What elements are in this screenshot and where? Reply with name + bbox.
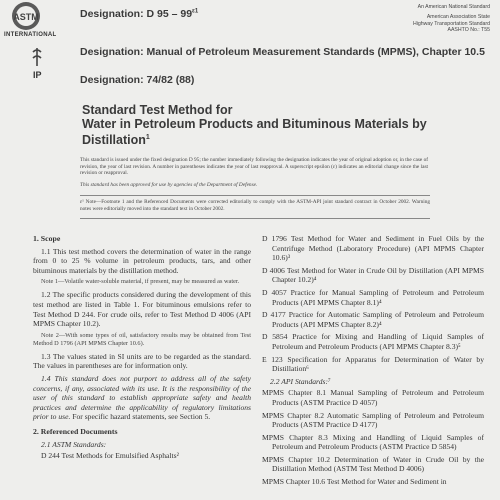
reference-item: D 4057 Practice for Manual Sampling of Petroleum and Petroleum Products (API MPMS Chapter 8.1)⁴ — [262, 287, 484, 307]
note-2: Note 2—With some types of oil, satisfactory results may be obtained from Test Method D 1796 (API MPMS Chapter 10.6). — [33, 331, 251, 347]
api-reference-item: MPMS Chapter 10.6 Test Method for Water and Sediment in — [262, 477, 447, 487]
api-reference-item: MPMS Chapter 8.3 Mixing and Handling of Liquid Samples of Petroleum and Petroleum Products (ASTM Practice D 5854) — [262, 432, 484, 452]
title-line-3-text: Distillation — [82, 133, 146, 148]
paragraph-1-3: 1.3 The values stated in SI units are to be regarded as the standard. The values in parentheses are for information only. — [33, 351, 251, 371]
reference-item: D 5854 Practice for Mixing and Handling of Liquid Samples of Petroleum and Petroleum Products (API MPMS Chapter 8.3)⁵ — [262, 332, 484, 351]
epsilon-note: ε¹ Note—Footnote 1 and the Referenced Documents were corrected editorially to comply with the ASTM-API joint standard contract in October 2002. Warning notes were editorially moved into the standard text in October 2002. — [80, 199, 430, 212]
paragraph-1-1: 1.1 This test method covers the determination of water in the range from 0 to 25 % volume in petroleum products, tars, and other bituminous materials by the distillation method. — [33, 246, 251, 275]
title-line-2: Water in Petroleum Products and Bituminous Materials by — [82, 117, 427, 131]
api-reference-item: MPMS Chapter 8.2 Automatic Sampling of Petroleum and Petroleum Products (ASTM Practice D 4177) — [262, 410, 484, 430]
api-logo — [30, 46, 44, 68]
note-1: Note 1—Volatile water-soluble material, if present, may be measured as water. — [41, 278, 240, 286]
reference-item: D 1796 Test Method for Water and Sediment in Fuel Oils by the Centrifuge Method (Laboratory Procedure) (API MPMS Chapter 10.6)³ — [262, 234, 484, 263]
section-heading-scope: 1. Scope — [33, 234, 61, 243]
paragraph-1-4-tail: For specific hazard statements, see Section 5. — [72, 412, 211, 422]
ip-logo: IP — [33, 70, 42, 80]
affiliation-line: AASHTO No.: T55 — [447, 27, 490, 34]
affiliation-line: American Association State — [426, 13, 490, 20]
paragraph-1-2: 1.2 The specific products considered during the development of this test method are listed in Table 1. For bituminous emulsions refer to Test Method D 244. For crude oils, refer to Test Method D 4006 (API MPMS Chapter 10.2). — [33, 290, 251, 329]
affiliation-line: Highway Transportation Standard — [413, 20, 490, 27]
document-title — [82, 103, 442, 147]
designation-api: Designation: Manual of Petroleum Measurement Standards (MPMS), Chapter 10.5 — [80, 46, 485, 58]
standard-affiliations — [330, 4, 490, 34]
issuance-statement: This standard is issued under the fixed designation D 95; the number immediately following the designation indicates the year of original adoption or, in the case of revision, the year of last revision. A number in parentheses indicates the year of last reapproval. A superscript epsilon (ε) indicates an editorial change since the last revision or reapproval. — [80, 157, 428, 176]
api-reference-item: MPMS Chapter 10.2 Determination of Water in Crude Oil by the Distillation Method (ASTM Test Method D 4006) — [262, 454, 484, 474]
dod-approval-statement: This standard has been approved for use by agencies of the Department of Defense. — [80, 182, 258, 188]
title-footnote-mark: 1 — [145, 134, 150, 141]
divider — [80, 218, 430, 219]
reference-item: D 4177 Practice for Automatic Sampling of Petroleum and Petroleum Products (API MPMS Chapter 8.2)⁴ — [262, 310, 484, 329]
designation-main-sup: ε1 — [192, 8, 199, 15]
title-line-1: Standard Test Method for — [82, 103, 233, 117]
right-column — [262, 234, 484, 490]
designation-main — [80, 8, 198, 20]
reference-item: E 123 Specification for Apparatus for Determination of Water by Distillation⁶ — [262, 354, 484, 374]
svg-text:ASTM: ASTM — [13, 12, 39, 22]
affiliation-line: An American National Standard — [417, 4, 490, 10]
reference-item: D 4006 Test Method for Water in Crude Oil by Distillation (API MPMS Chapter 10.2)⁴ — [262, 265, 484, 285]
api-standards-heading: 2.2 API Standards:⁷ — [270, 376, 331, 386]
designation-main-text: Designation: D 95 – 99 — [80, 8, 193, 20]
left-column — [33, 234, 251, 463]
designation-ip: Designation: 74/82 (88) — [80, 74, 195, 86]
paragraph-1-4 — [33, 374, 251, 422]
reference-d244: D 244 Test Methods for Emulsified Asphalts² — [41, 451, 179, 461]
api-reference-item: MPMS Chapter 8.1 Manual Sampling of Petroleum and Petroleum Products (ASTM Practice D 4057) — [262, 388, 484, 407]
section-heading-referenced-documents: 2. Referenced Documents — [33, 426, 118, 436]
logo-international-text: INTERNATIONAL — [4, 32, 57, 38]
title-line-3 — [82, 131, 442, 147]
divider — [80, 195, 430, 196]
paragraph-1-4-italic: 1.4 This standard does not purport to address all of the safety concerns, if any, associated with its use. It is the responsibility of the user of this standard to establish appropriate safety and health practices and determine the applicability of regulatory limitations prior to use. — [33, 373, 251, 422]
paragraph-2-1: 2.1 ASTM Standards: — [41, 439, 107, 449]
